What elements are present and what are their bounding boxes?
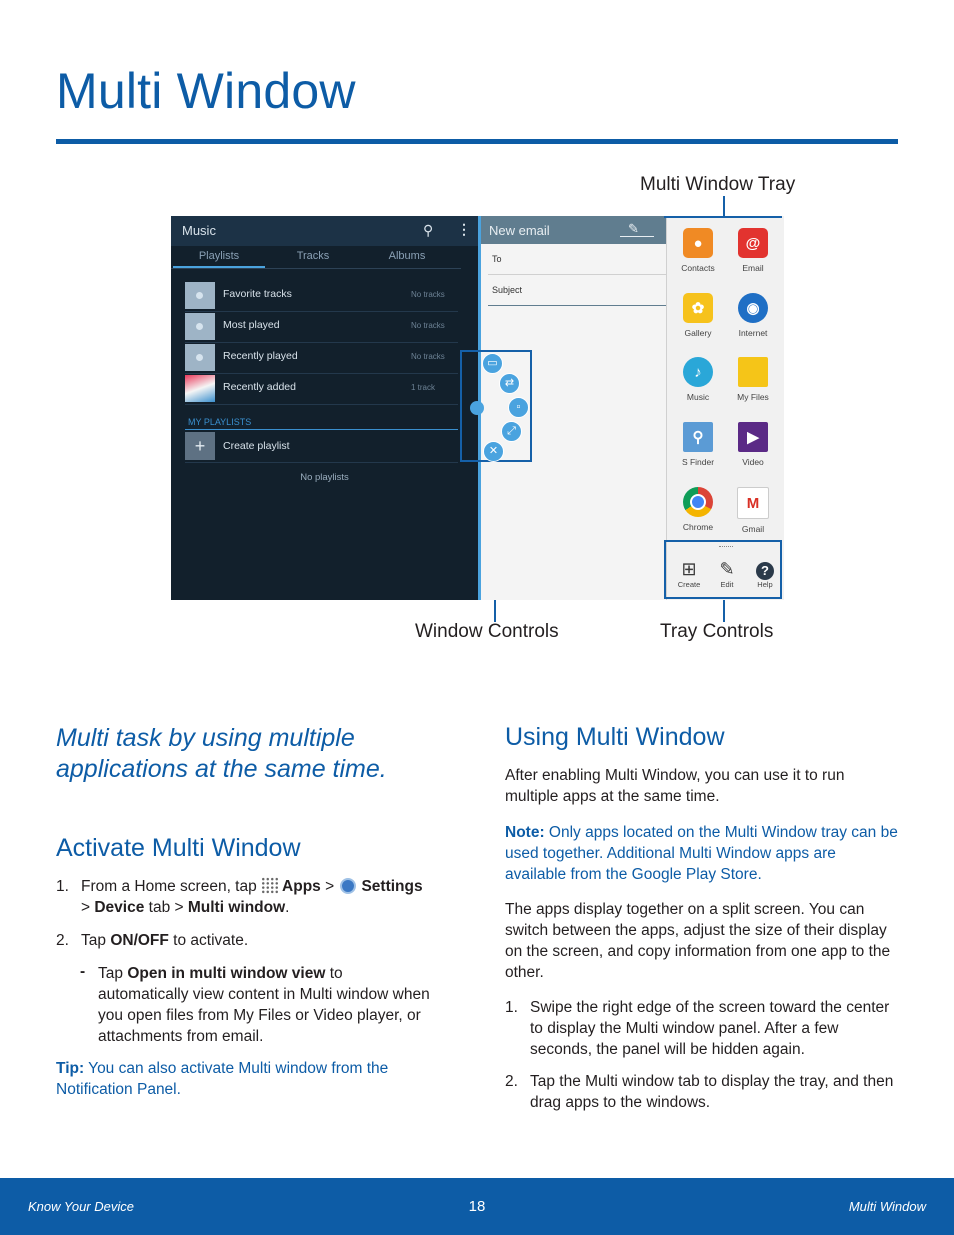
tray-app-label: Music	[686, 392, 710, 402]
email-icon: @	[738, 228, 768, 258]
disc-icon	[185, 282, 215, 309]
playlist-count: No tracks	[411, 321, 445, 330]
playlist-row[interactable]	[185, 311, 458, 343]
note-text: Only apps located on the Multi Window tray can be used together. Additional Multi Window apps are available from the Google Play Store.	[505, 824, 898, 883]
play-icon: ▶	[738, 422, 768, 452]
tray-app-label: S Finder	[681, 457, 715, 467]
contacts-icon: ●	[683, 228, 713, 258]
subject-field[interactable]: Subject	[492, 285, 523, 295]
tray-app-music[interactable]	[669, 357, 727, 402]
tray-app-s-finder[interactable]	[669, 422, 727, 467]
apps-label: Apps	[282, 878, 321, 895]
tray-app-label: My Files	[737, 392, 769, 402]
bullet: -	[80, 963, 86, 980]
album-art-icon	[185, 375, 215, 402]
step-text: Tap	[81, 932, 111, 949]
playlist-count: No tracks	[411, 352, 445, 361]
separator: >	[81, 899, 95, 916]
close-window-icon[interactable]: ✕	[483, 441, 504, 462]
globe-icon: ◉	[738, 293, 768, 323]
music-app-window	[171, 216, 478, 600]
chrome-icon	[683, 487, 713, 517]
edit-icon: ✎	[719, 559, 735, 579]
using-step-1	[505, 997, 895, 1060]
title-rule	[56, 139, 898, 144]
playlist-name: Recently added	[223, 381, 296, 393]
playlist-count: No tracks	[411, 290, 445, 299]
page-number: 18	[468, 1198, 486, 1215]
tabs-divider	[171, 268, 461, 269]
help-icon: ?	[745, 558, 785, 580]
email-title: New email	[489, 223, 550, 238]
tray-app-label: Gmail	[741, 524, 765, 534]
step-text: Tap the Multi window tab to display the tray, and then drag apps to the windows.	[530, 1073, 894, 1111]
tray-app-label: Video	[742, 457, 764, 467]
tray-app-label: Contacts	[681, 263, 715, 273]
tray-highlight-top	[664, 216, 782, 218]
music-title: Music	[182, 223, 216, 238]
tab-playlists[interactable]: Playlists	[198, 250, 240, 262]
step-text: From a Home screen, tap	[81, 878, 262, 895]
create-playlist-label: Create playlist	[223, 440, 290, 452]
activate-step-1	[56, 876, 456, 918]
switch-windows-icon[interactable]: ▭	[482, 353, 503, 374]
multi-window-screenshot	[171, 216, 783, 600]
substep-text: to automatically view content in Multi window when you open files from My Files or Video player, or attachments from email.	[98, 965, 430, 1045]
window-handle[interactable]	[470, 401, 484, 415]
empty-message: No playlists	[300, 472, 349, 483]
disc-icon	[185, 313, 215, 340]
attach-icon[interactable]: ✎	[628, 221, 639, 236]
callout-tray-controls: Tray Controls	[660, 621, 774, 642]
tray-app-email[interactable]	[724, 228, 782, 273]
step-text: Swipe the right edge of the screen toward the center to display the Multi window panel. After a few seconds, the panel will be hidden again.	[530, 999, 890, 1058]
playlist-row[interactable]	[185, 342, 458, 374]
playlist-count: 1 track	[411, 383, 436, 392]
tray-control-label: Edit	[720, 580, 734, 589]
activate-substep	[80, 963, 430, 1047]
tray-app-video[interactable]	[724, 422, 782, 467]
disc-icon	[185, 344, 215, 371]
minimize-window-icon[interactable]: ▫	[508, 397, 529, 418]
tray-app-label: Email	[742, 263, 764, 273]
email-header	[478, 216, 666, 244]
tip-note	[56, 1058, 426, 1100]
tip-label: Tip:	[56, 1060, 85, 1077]
callout-multi-window-tray: Multi Window Tray	[640, 174, 796, 195]
playlist-name: Favorite tracks	[223, 288, 292, 300]
callout-window-controls: Window Controls	[415, 621, 559, 642]
section-my-playlists: MY PLAYLISTS	[188, 417, 252, 427]
tray-app-my-files[interactable]	[724, 357, 782, 402]
device-label: Device	[94, 899, 145, 916]
step-number: 2.	[56, 932, 69, 949]
playlist-row[interactable]	[185, 373, 458, 405]
plus-icon: +	[185, 432, 215, 460]
tray-control-label: Create	[677, 580, 701, 589]
attach-underline	[620, 236, 654, 237]
to-field[interactable]: To	[492, 254, 502, 264]
maximize-window-icon[interactable]: ⤢	[501, 421, 522, 442]
multi-window-label: Multi window	[187, 899, 286, 916]
tray-app-chrome[interactable]	[669, 487, 727, 532]
on-off-label: ON/OFF	[110, 932, 169, 949]
tray-app-internet[interactable]	[724, 293, 782, 338]
tray-controls-highlight	[664, 540, 782, 599]
callout-leader-tray	[723, 196, 725, 218]
intro-tagline: Multi task by using multiple applications at the same time.	[56, 724, 387, 783]
step-text: tab >	[144, 899, 188, 916]
using-paragraph-2: The apps display together on a split screen. You can switch between the apps, adjust the size of their display on the screen, and copy information from one app to the other.	[505, 901, 891, 981]
create-icon: ⊞	[681, 559, 697, 579]
folder-icon	[738, 357, 768, 387]
footer-chapter-name: Multi Window	[848, 1199, 926, 1214]
using-paragraph-1: After enabling Multi Window, you can use it to run multiple apps at the same time.	[505, 767, 845, 805]
page-title: Multi Window	[56, 63, 356, 119]
step-text: to activate.	[168, 932, 249, 949]
using-step-2	[505, 1071, 895, 1113]
footer-section-name: Know Your Device	[28, 1199, 134, 1214]
music-header	[171, 216, 478, 246]
open-in-multi-window-label: Open in multi window view	[127, 965, 326, 982]
step-text: .	[285, 899, 290, 916]
tray-app-label: Chrome	[682, 522, 714, 532]
activate-step-2	[56, 930, 456, 951]
to-divider	[488, 274, 666, 275]
tip-text: You can also activate Multi window from the Notification Panel.	[56, 1060, 389, 1098]
share-content-icon[interactable]: ⇄	[499, 373, 520, 394]
playlist-name: Most played	[223, 319, 280, 331]
subject-divider	[488, 305, 666, 306]
settings-label: Settings	[361, 878, 423, 895]
apps-grid-icon	[261, 877, 279, 894]
tray-app-label: Internet	[738, 328, 768, 338]
tray-app-label: Gallery	[684, 328, 712, 338]
tray-app-contacts[interactable]	[669, 228, 727, 273]
step-number: 1.	[505, 999, 518, 1016]
playlist-name: Recently played	[223, 350, 298, 362]
step-number: 2.	[505, 1073, 518, 1090]
create-playlist-row[interactable]	[185, 429, 458, 463]
heading-activate-multi-window: Activate Multi Window	[56, 834, 301, 862]
search-icon[interactable]: ⚲	[423, 222, 434, 238]
search-icon: ⚲	[683, 422, 713, 452]
tray-app-gallery[interactable]	[669, 293, 727, 338]
tray-control-label: Help	[757, 580, 773, 589]
tab-tracks[interactable]: Tracks	[296, 250, 330, 262]
more-options-icon[interactable]: ⋮	[457, 221, 471, 237]
gallery-icon: ✿	[683, 293, 713, 323]
note-paragraph	[505, 822, 900, 885]
tab-albums[interactable]: Albums	[388, 250, 426, 262]
playlist-row[interactable]	[185, 280, 458, 312]
page-footer	[0, 1178, 954, 1235]
substep-text: Tap	[98, 965, 128, 982]
callout-leader-tray-controls	[723, 599, 725, 622]
settings-gear-icon	[340, 878, 356, 894]
step-number: 1.	[56, 878, 69, 895]
note-label: Note:	[505, 824, 545, 841]
heading-using-multi-window: Using Multi Window	[505, 723, 725, 751]
gmail-icon: M	[737, 487, 769, 519]
separator: >	[320, 878, 339, 895]
music-icon: ♪	[683, 357, 713, 387]
tray-app-gmail[interactable]	[724, 487, 782, 534]
